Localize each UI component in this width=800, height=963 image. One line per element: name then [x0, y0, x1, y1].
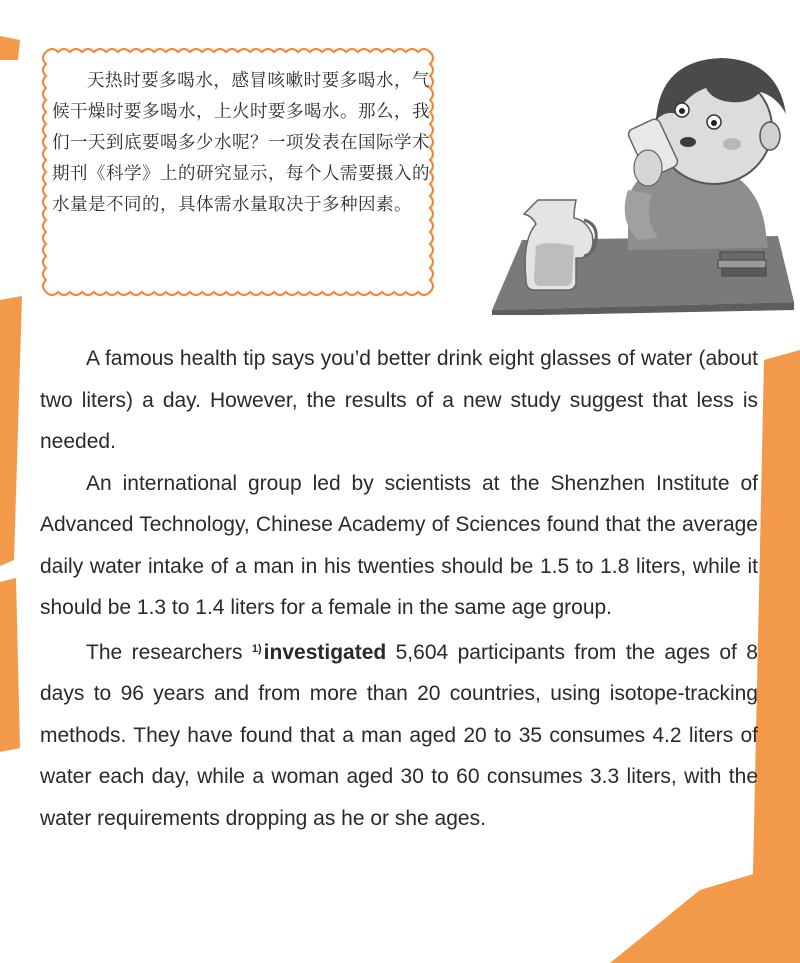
paragraph-3-lead: The researchers — [86, 640, 252, 664]
chinese-intro-text: 天热时要多喝水，感冒咳嗽时要多喝水，气候干燥时要多喝水，上火时要多喝水。那么，我们一天到底要喝多少水呢？一项发表在国际学术期刊《科学》上的研究显示，每个人需要摄入的水量是不同的，具体需水量取决于多种因素。 — [52, 71, 430, 215]
footnote-marker: 1) — [251, 642, 262, 655]
article-paragraph-2: An international group led by scientists at the Shenzhen Institute of Advanced Technology, Chinese Academy of Sciences found that the average daily water intake of a man in his twenties should be 1.5 to 1.8 liters, while it should be 1.3 to 1.4 liters for a female in the same age group. — [40, 471, 758, 619]
article-paragraph-3 — [40, 629, 758, 840]
vocabulary-keyword: investigated — [263, 640, 387, 664]
article-body — [40, 338, 758, 839]
paragraph-3-rest: 5,604 participants from the ages of 8 days to 96 years and from more than 20 countries, using isotope-tracking methods. They have found that a man aged 20 to 35 consumes 4.2 liters of water each day, while a woman aged 30 to 60 consumes 3.3 liters, with the water requirements dropping as he or she ages. — [40, 640, 758, 830]
chinese-intro-box — [34, 46, 444, 298]
article-paragraph-1: A famous health tip says you’d better drink eight glasses of water (about two liters) a day. However, the results of a new study suggest that less is needed. — [40, 347, 758, 453]
boy-drinking-water-illustration — [488, 40, 800, 315]
